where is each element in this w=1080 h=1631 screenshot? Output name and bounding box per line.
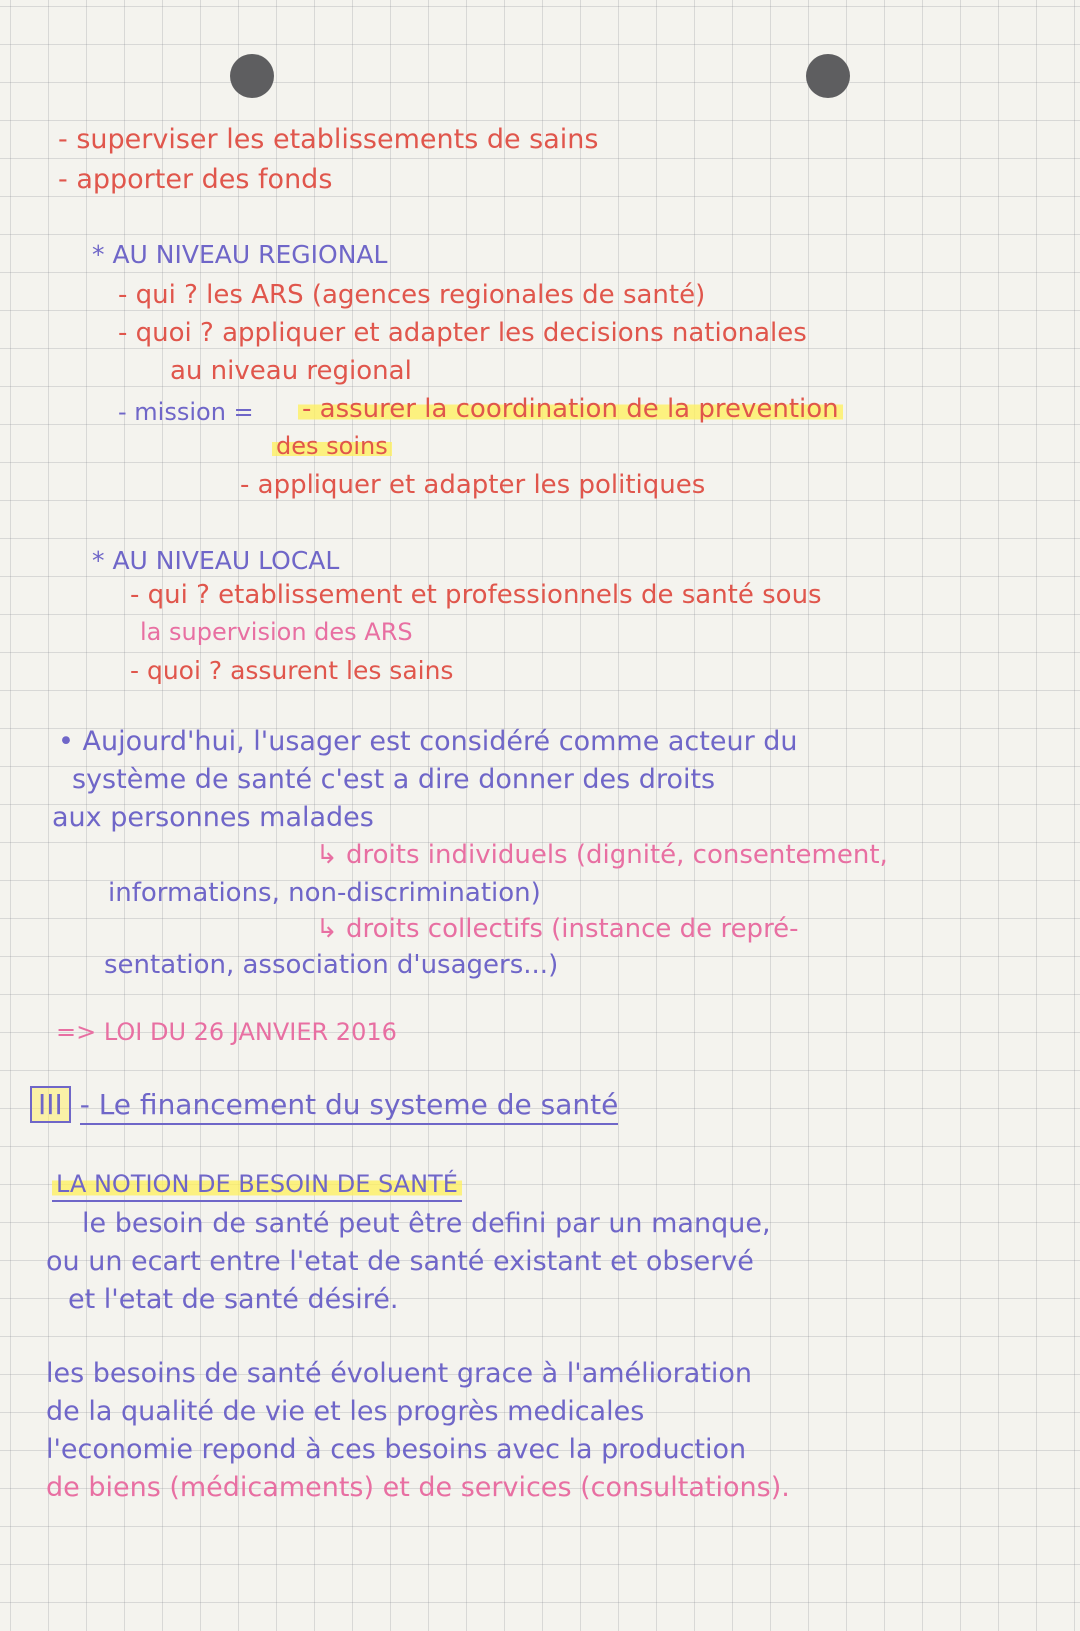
text-line: système de santé c'est a dire donner des droits — [72, 764, 716, 795]
heading-local: * AU NIVEAU LOCAL — [92, 546, 340, 575]
text-line: - quoi ? assurent les sains — [130, 656, 454, 685]
text-line: - appliquer et adapter les politiques — [240, 470, 706, 500]
text-line: les besoins de santé évoluent grace à l'amélioration — [46, 1358, 753, 1389]
text-line: • Aujourd'hui, l'usager est considéré comme acteur du — [58, 726, 798, 757]
text-line: - qui ? etablissement et professionnels de santé sous — [130, 580, 822, 610]
text-line: aux personnes malades — [52, 802, 374, 833]
text-line: ↳ droits individuels (dignité, consentement, — [316, 840, 888, 870]
text-line: sentation, association d'usagers...) — [104, 950, 559, 980]
text-line: de biens (médicaments) et de services (consultations). — [46, 1472, 790, 1503]
text-line: - apporter des fonds — [58, 164, 333, 195]
highlight-text: des soins — [272, 432, 392, 460]
text-line: au niveau regional — [170, 356, 412, 386]
text-line: - quoi ? appliquer et adapter les decisions nationales — [118, 318, 807, 348]
notion-heading-wrap — [52, 1170, 462, 1198]
notion-heading: LA NOTION DE BESOIN DE SANTÉ — [52, 1170, 462, 1202]
text-line: de la qualité de vie et les progrès medicales — [46, 1396, 645, 1427]
text-line: le besoin de santé peut être defini par un manque, — [82, 1208, 771, 1239]
highlighted-line — [298, 394, 843, 424]
binder-hole-right — [806, 54, 850, 98]
section-heading — [30, 1088, 618, 1121]
highlight-text: - assurer la coordination de la prevention — [298, 394, 843, 424]
highlighted-line — [272, 432, 392, 460]
law-reference: => LOI DU 26 JANVIER 2016 — [56, 1018, 397, 1046]
text-line: - superviser les etablissements de sains — [58, 124, 599, 155]
section-title: - Le financement du systeme de santé — [80, 1088, 619, 1125]
text-line: informations, non-discrimination) — [108, 878, 541, 908]
text-line: l'economie repond à ces besoins avec la production — [46, 1434, 747, 1465]
heading-regional: * AU NIVEAU REGIONAL — [92, 240, 388, 269]
text-line: la supervision des ARS — [140, 618, 413, 646]
mission-label: - mission = — [118, 398, 254, 426]
text-line: ou un ecart entre l'etat de santé existant et observé — [46, 1246, 754, 1277]
binder-hole-left — [230, 54, 274, 98]
text-line: ↳ droits collectifs (instance de repré- — [316, 914, 799, 944]
section-number: III — [30, 1086, 71, 1123]
text-line: et l'etat de santé désiré. — [68, 1284, 399, 1315]
text-line: - qui ? les ARS (agences regionales de santé) — [118, 280, 706, 310]
